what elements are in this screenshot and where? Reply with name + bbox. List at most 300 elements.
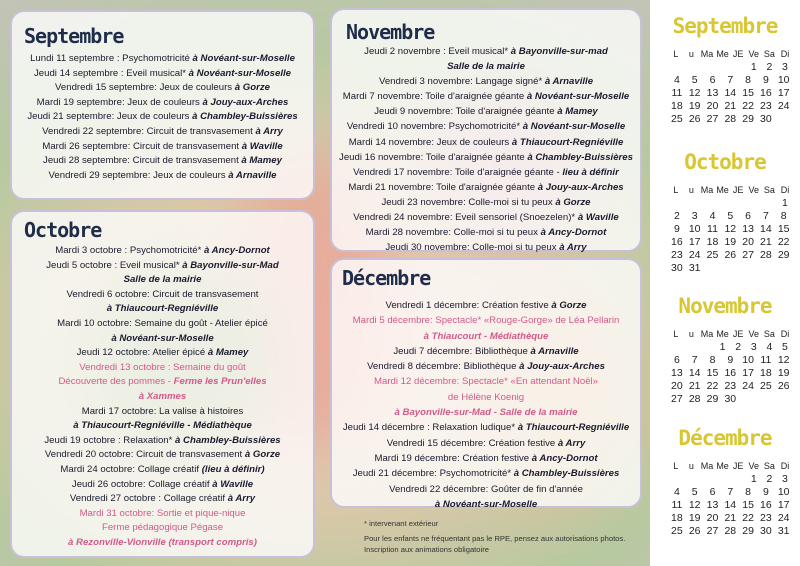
calendar-day: 19 — [777, 367, 790, 379]
septembre-event — [12, 169, 313, 184]
weekday-label: u — [688, 461, 694, 471]
event-place: lieu à définir — [562, 166, 619, 178]
calendar-day: 30 — [760, 113, 772, 125]
calendar-title: Décembre — [678, 426, 772, 450]
event-text: Jeudi 23 novembre: Colle-moi si tu peux — [381, 196, 553, 208]
calendar-panel — [650, 0, 800, 566]
calendar-day: 26 — [724, 249, 737, 261]
asterisk-note: * intervenant extérieur — [364, 519, 439, 528]
octobre-event — [12, 361, 313, 376]
event-place: à Chambley-Buissières — [192, 111, 298, 123]
calendar-day: 24 — [777, 100, 790, 112]
event-place: à Arry — [255, 125, 283, 137]
calendar-day: 16 — [760, 87, 772, 99]
calendar-day: 12 — [777, 354, 790, 366]
calendar-title: Novembre — [678, 294, 772, 318]
calendar-day — [715, 61, 731, 74]
event-place: à Arry — [559, 242, 587, 254]
event-place: à Bayonville-sur-Mad — [182, 259, 279, 271]
calendar-day: 22 — [706, 380, 719, 392]
calendar-day: 22 — [742, 512, 754, 524]
octobre-events — [12, 244, 313, 550]
calendar-day — [668, 61, 684, 74]
calendar-day: 29 — [706, 393, 719, 405]
weekday-label: Me — [716, 185, 729, 195]
calendar-day: 17 — [777, 499, 790, 511]
weekday-label: Di — [780, 185, 790, 195]
novembre-event — [332, 240, 640, 255]
calendar-day: 8 — [709, 354, 716, 366]
weekday-label: Ve — [748, 461, 760, 471]
calendar-day: 20 — [706, 100, 719, 112]
calendar-day: 7 — [727, 74, 734, 86]
event-text: Jeudi 12 octobre: Atelier épicé — [76, 347, 206, 359]
weekday-label: Sa — [763, 185, 775, 195]
calendar-week-row — [668, 113, 794, 126]
calendar-day: 16 — [760, 499, 772, 511]
event-text: Vendredi 22 décembre: Goûter de fin d'année — [389, 483, 583, 495]
decembre-events — [332, 298, 640, 512]
event-text: Mardi 21 novembre: Toile d'araignée géante — [348, 181, 536, 193]
calendar-day: 2 — [766, 473, 773, 485]
calendar-day — [699, 341, 715, 354]
calendar-day: 16 — [724, 367, 737, 379]
septembre-card — [10, 10, 315, 200]
octobre-event — [12, 536, 313, 551]
calendar-day: 29 — [777, 249, 790, 261]
calendar-grid — [668, 184, 794, 275]
calendar-day: 18 — [760, 367, 772, 379]
calendar-day: 11 — [760, 354, 772, 366]
calendar-week-row — [668, 61, 794, 74]
septembre-events — [12, 52, 313, 183]
novembre-card — [330, 8, 642, 252]
event-text: Jeudi 2 novembre : Eveil musical* — [364, 46, 509, 57]
septembre-event — [12, 140, 313, 155]
calendar-day: 5 — [691, 486, 698, 498]
event-place: à Ancy-Dornot — [540, 227, 607, 239]
event-place: à Bayonville-sur-mad — [510, 46, 608, 57]
calendar-day: 19 — [688, 100, 701, 112]
calendar-day: 15 — [742, 87, 754, 99]
calendar-day: 9 — [762, 74, 769, 86]
event-place: Salle de la mairie — [447, 61, 525, 73]
event-text: Jeudi 9 novembre: Toile d'araignée géante — [374, 106, 555, 118]
calendar-day: 17 — [688, 236, 701, 248]
event-place: à Novéant-sur-Moselle — [188, 67, 292, 79]
weekday-label: Ma — [700, 49, 714, 59]
novembre-event — [332, 89, 640, 104]
calendar-week-row — [668, 210, 794, 223]
event-place: à Mamey — [207, 347, 249, 359]
calendar-day: 6 — [745, 210, 751, 222]
calendar-day: 1 — [719, 341, 726, 353]
calendar-day: 12 — [688, 87, 701, 99]
septembre-event — [12, 81, 313, 96]
decembre-event — [332, 451, 640, 466]
calendar-week-row — [668, 74, 794, 87]
calendar-day — [746, 197, 762, 210]
calendar-day — [775, 113, 793, 126]
calendar-day: 24 — [777, 512, 790, 524]
weekday-label: Di — [780, 461, 790, 471]
weekday-label: u — [688, 185, 694, 195]
event-place: à Jouy-aux-Arches — [537, 181, 624, 193]
calendar-day: 24 — [742, 380, 754, 392]
event-text: Vendredi 24 novembre: Eveil sensoriel (Snoezelen)* — [353, 212, 576, 224]
calendar-day: 20 — [706, 512, 719, 524]
event-place: à Gorze — [234, 82, 270, 94]
calendar-week-row — [668, 341, 794, 354]
event-place: à Arnaville — [544, 76, 594, 88]
photo-note: Pour les enfants ne fréquentant pas le RPE, pensez aux autorisations photos. — [364, 534, 626, 543]
octobre-event — [12, 448, 313, 463]
calendar-week-row — [668, 473, 794, 486]
weekday-label: u — [688, 329, 694, 339]
calendar-day — [730, 197, 746, 210]
calendar-day: 8 — [780, 210, 787, 222]
novembre-event — [332, 210, 640, 225]
decembre-event — [332, 436, 640, 451]
novembre-event — [332, 104, 640, 119]
calendar-day: 4 — [709, 210, 716, 222]
calendar-day: 25 — [671, 113, 683, 125]
calendar-title: Octobre — [684, 150, 766, 174]
event-text: Jeudi 7 décembre: Bibliothèque — [393, 345, 528, 357]
calendar-day: 2 — [673, 210, 680, 222]
novembre-event — [332, 195, 640, 210]
novembre-event — [332, 135, 640, 150]
calendar-day: 9 — [727, 354, 734, 366]
weekday-label: Di — [780, 49, 790, 59]
calendar-day: 4 — [673, 74, 680, 86]
event-text: Vendredi 10 novembre: Psychomotricité* — [346, 121, 521, 133]
weekday-label: JE — [732, 49, 744, 59]
octobre-event — [12, 492, 313, 507]
event-place: à Waville — [577, 212, 619, 224]
event-place: à Novéant-sur-Moselle — [522, 121, 626, 133]
calendar-day: 7 — [762, 210, 769, 222]
calendar-day: 31 — [777, 525, 790, 537]
event-text: Ferme pédagogique Pégase — [101, 522, 224, 534]
calendar-day: 12 — [724, 223, 737, 235]
decembre-event — [332, 405, 640, 420]
weekday-label: Ve — [748, 329, 760, 339]
novembre-event — [332, 74, 640, 89]
calendar-day: 13 — [742, 223, 754, 235]
calendar-day: 15 — [742, 499, 754, 511]
calendar-day: 5 — [782, 341, 788, 353]
calendar-day — [715, 473, 731, 486]
calendar-day — [684, 473, 700, 486]
octobre-event — [12, 302, 313, 317]
calendar-day: 27 — [706, 113, 719, 125]
calendar-weekday-row — [668, 460, 794, 473]
calendar-day: 18 — [671, 512, 683, 524]
event-text: Jeudi 21 décembre: Psychomotricité* — [352, 468, 512, 480]
calendar-day: 13 — [706, 499, 719, 511]
event-place: à Gorze — [551, 300, 587, 311]
calendar-day: 28 — [688, 393, 701, 405]
octobre-event — [12, 259, 313, 274]
calendar-day — [730, 61, 746, 74]
decembre-title: Décembre — [342, 266, 431, 290]
octobre-card — [10, 210, 315, 558]
decembre-event — [332, 359, 640, 374]
octobre-event — [12, 434, 313, 449]
septembre-event — [12, 154, 313, 169]
septembre-event — [12, 125, 313, 140]
calendar-day: 23 — [760, 512, 772, 524]
event-text: Mardi 7 novembre: Toile d'araignée géante — [342, 91, 525, 103]
calendar-day: 10 — [777, 486, 790, 498]
octobre-event — [12, 478, 313, 493]
calendar-day — [699, 61, 715, 74]
calendar-week-row — [668, 236, 794, 249]
weekday-label: Me — [716, 49, 729, 59]
decembre-event — [332, 420, 640, 435]
calendar-day — [739, 262, 757, 275]
event-place: à Chambley-Buissières — [175, 434, 281, 446]
calendar-day — [704, 262, 722, 275]
event-place: à Xammes — [138, 390, 187, 402]
calendar-day: 23 — [724, 380, 737, 392]
octobre-event — [12, 419, 313, 434]
calendar-day: 6 — [709, 74, 716, 86]
weekday-label: JE — [732, 461, 744, 471]
calendar-day: 28 — [724, 525, 737, 537]
event-text: Mardi 5 décembre: Spectacle* «Rouge-Gorge» de Léa Pellarin — [352, 315, 620, 327]
weekday-label: JE — [732, 185, 744, 195]
event-text: Jeudi 30 novembre: Colle-moi si tu peux — [385, 242, 557, 254]
calendar-day: 1 — [750, 473, 757, 485]
calendar-day — [762, 197, 778, 210]
event-text: Mardi 17 octobre: La valise à histoires — [81, 405, 244, 417]
event-text: Jeudi 14 décembre : Relaxation ludique* — [342, 422, 516, 434]
calendar-day: 9 — [673, 223, 680, 235]
decembre-event — [332, 344, 640, 359]
weekday-label: L — [673, 185, 679, 195]
decembre-card — [330, 258, 642, 508]
event-place: à Rezonville-Vionville (transport compris) — [68, 536, 257, 548]
event-text: Mardi 10 octobre: Semaine du goût - Atelier épicé — [57, 317, 268, 329]
event-place: (lieu à définir) — [201, 463, 265, 475]
event-place: à Thiaucourt-Regniéville — [511, 136, 624, 148]
calendar-day: 8 — [745, 486, 751, 498]
event-place: à Thiaucourt-Regniéville — [517, 422, 630, 434]
novembre-event — [332, 165, 640, 180]
calendar-day: 2 — [766, 61, 773, 73]
calendar-day: 29 — [742, 525, 754, 537]
event-place: à Novéant-sur-Moselle — [192, 53, 295, 64]
septembre-event — [12, 110, 313, 125]
calendar-day: 22 — [742, 100, 754, 112]
calendar-week-row — [668, 486, 794, 499]
calendar-day: 28 — [724, 113, 737, 125]
calendar-week-row — [668, 100, 794, 113]
calendar-day: 14 — [724, 87, 737, 99]
event-text: Jeudi 26 octobre: Collage créatif — [71, 478, 210, 490]
event-text: Jeudi 5 octobre : Eveil musical* — [46, 259, 180, 271]
calendar-week-row — [668, 367, 794, 380]
event-place: à Waville — [212, 478, 254, 490]
calendar-day: 28 — [760, 249, 772, 261]
event-text: Vendredi 22 septembre: Circuit de transvasement — [42, 125, 253, 137]
calendar-day: 25 — [706, 249, 719, 261]
calendar-day — [668, 341, 684, 354]
calendar-day: 27 — [671, 393, 683, 405]
event-place: Ferme les Prun'elles — [173, 376, 267, 388]
calendar-day — [699, 473, 715, 486]
event-place: à Jouy-aux-Arches — [202, 96, 289, 108]
calendar-day: 23 — [671, 249, 683, 261]
event-place: à Bayonville-sur-Mad - Salle de la mairie — [394, 407, 578, 419]
event-place: à Arnaville — [228, 169, 277, 181]
calendar-day: 3 — [782, 61, 788, 73]
event-place: à Ancy-Dornot — [204, 245, 270, 256]
calendar-day: 30 — [724, 393, 737, 405]
septembre-event — [12, 52, 313, 67]
weekday-label: Ma — [700, 461, 714, 471]
event-place: à Ancy-Dornot — [531, 452, 598, 464]
registration-note: Inscription aux animations obligatoire — [364, 545, 489, 554]
calendar-day — [684, 341, 700, 354]
event-place: à Novéant-sur-Moselle — [111, 332, 214, 344]
novembre-event — [332, 225, 640, 240]
event-text: Vendredi 27 octobre : Collage créatif — [69, 493, 226, 505]
octobre-event — [12, 405, 313, 420]
event-text: Vendredi 29 septembre: Jeux de couleurs — [48, 169, 226, 181]
calendar-day: 24 — [688, 249, 701, 261]
calendar-day — [739, 393, 757, 406]
event-place: à Novéant-sur-Moselle — [434, 498, 538, 510]
weekday-label: Ve — [748, 49, 760, 59]
decembre-event — [332, 482, 640, 497]
calendar-day: 20 — [742, 236, 754, 248]
event-place: à Mamey — [241, 155, 282, 167]
calendar-day: 21 — [724, 512, 737, 524]
event-text: Mardi 26 septembre: Circuit de transvasement — [42, 140, 240, 152]
calendar-day: 26 — [777, 380, 790, 392]
event-text: Jeudi 14 septembre : Eveil musical* — [33, 67, 186, 79]
calendar-day: 13 — [706, 87, 719, 99]
octobre-event — [12, 332, 313, 347]
calendar-day: 18 — [671, 100, 683, 112]
calendar-day: 26 — [688, 525, 701, 537]
septembre-event — [12, 67, 313, 82]
calendar-day: 7 — [727, 486, 734, 498]
event-text: Lundi 11 septembre : Psychomotricité — [30, 53, 190, 64]
weekday-label: Ve — [748, 185, 760, 195]
calendar-day: 19 — [724, 236, 737, 248]
calendar-day: 22 — [777, 236, 790, 248]
calendar-day: 15 — [777, 223, 790, 235]
octobre-event — [12, 521, 313, 536]
calendar-title: Septembre — [672, 14, 778, 38]
octobre-title: Octobre — [24, 218, 102, 242]
calendar-weekday-row — [668, 328, 794, 341]
novembre-event — [332, 59, 640, 74]
weekday-label: JE — [732, 329, 744, 339]
event-place: à Jouy-aux-Arches — [519, 361, 605, 373]
novembre-event — [332, 180, 640, 195]
calendar-day: 26 — [688, 113, 701, 125]
event-text: de Hélène Koenig — [447, 391, 525, 403]
event-place: à Arry — [557, 437, 586, 449]
calendar-day — [730, 473, 746, 486]
event-text: Jeudi 28 septembre: Circuit de transvasement — [43, 155, 239, 167]
calendar-day: 7 — [691, 354, 698, 366]
calendar-week-row — [668, 393, 794, 406]
weekday-label: Me — [716, 329, 729, 339]
calendar-day: 14 — [688, 367, 701, 379]
calendar-day — [684, 197, 700, 210]
event-place: à Thiaucourt-Regniéville - Médiathèque — [73, 420, 252, 432]
calendar-day: 25 — [760, 380, 772, 392]
event-text: Mardi 19 septembre: Jeux de couleurs — [36, 96, 200, 108]
calendar-day: 18 — [706, 236, 719, 248]
septembre-title: Septembre — [24, 24, 124, 48]
calendar-day: 8 — [745, 74, 751, 86]
calendar-day: 27 — [706, 525, 719, 537]
weekday-label: L — [673, 49, 679, 59]
calendar-day: 10 — [688, 223, 701, 235]
novembre-event — [332, 44, 640, 59]
calendar-day: 6 — [673, 354, 680, 366]
event-text: Vendredi 13 octobre : Semaine du goût — [79, 361, 246, 373]
calendar-day: 10 — [777, 74, 790, 86]
calendar-day: 11 — [671, 87, 683, 99]
weekday-label: L — [673, 329, 679, 339]
calendar-day: 12 — [688, 499, 701, 511]
calendar-day: 6 — [709, 486, 716, 498]
event-place: à Arry — [227, 493, 256, 505]
octobre-event — [12, 346, 313, 361]
calendar-day: 4 — [673, 486, 680, 498]
calendar-day: 16 — [671, 236, 683, 248]
weekday-label: Me — [716, 461, 729, 471]
calendar-weekday-row — [668, 48, 794, 61]
novembre-events — [332, 44, 640, 255]
novembre-title: Novembre — [346, 20, 435, 44]
calendar-week-row — [668, 525, 794, 538]
event-place: à Mamey — [557, 106, 598, 118]
calendar-day: 17 — [742, 367, 754, 379]
calendar-day: 21 — [688, 380, 701, 392]
novembre-event — [332, 119, 640, 134]
weekday-label: Sa — [763, 329, 775, 339]
octobre-event — [12, 463, 313, 478]
event-text: Mardi 28 novembre: Colle-moi si tu peux — [365, 227, 538, 239]
calendar-day: 1 — [750, 61, 757, 73]
event-place: à Arnaville — [530, 345, 579, 357]
event-text: Vendredi 1 décembre: Création festive — [385, 300, 549, 311]
calendar-day: 5 — [727, 210, 734, 222]
calendar-grid — [668, 48, 794, 126]
calendar-day — [715, 197, 731, 210]
calendar-weekday-row — [668, 184, 794, 197]
decembre-event — [332, 313, 640, 328]
calendar-day: 17 — [777, 87, 790, 99]
weekday-label: L — [673, 461, 679, 471]
calendar-day: 1 — [782, 197, 788, 209]
calendar-day — [684, 61, 700, 74]
decembre-event — [332, 497, 640, 512]
decembre-event — [332, 329, 640, 344]
calendar-day — [775, 393, 793, 406]
calendar-week-row — [668, 512, 794, 525]
event-place: à Chambley-Buissières — [513, 468, 620, 480]
